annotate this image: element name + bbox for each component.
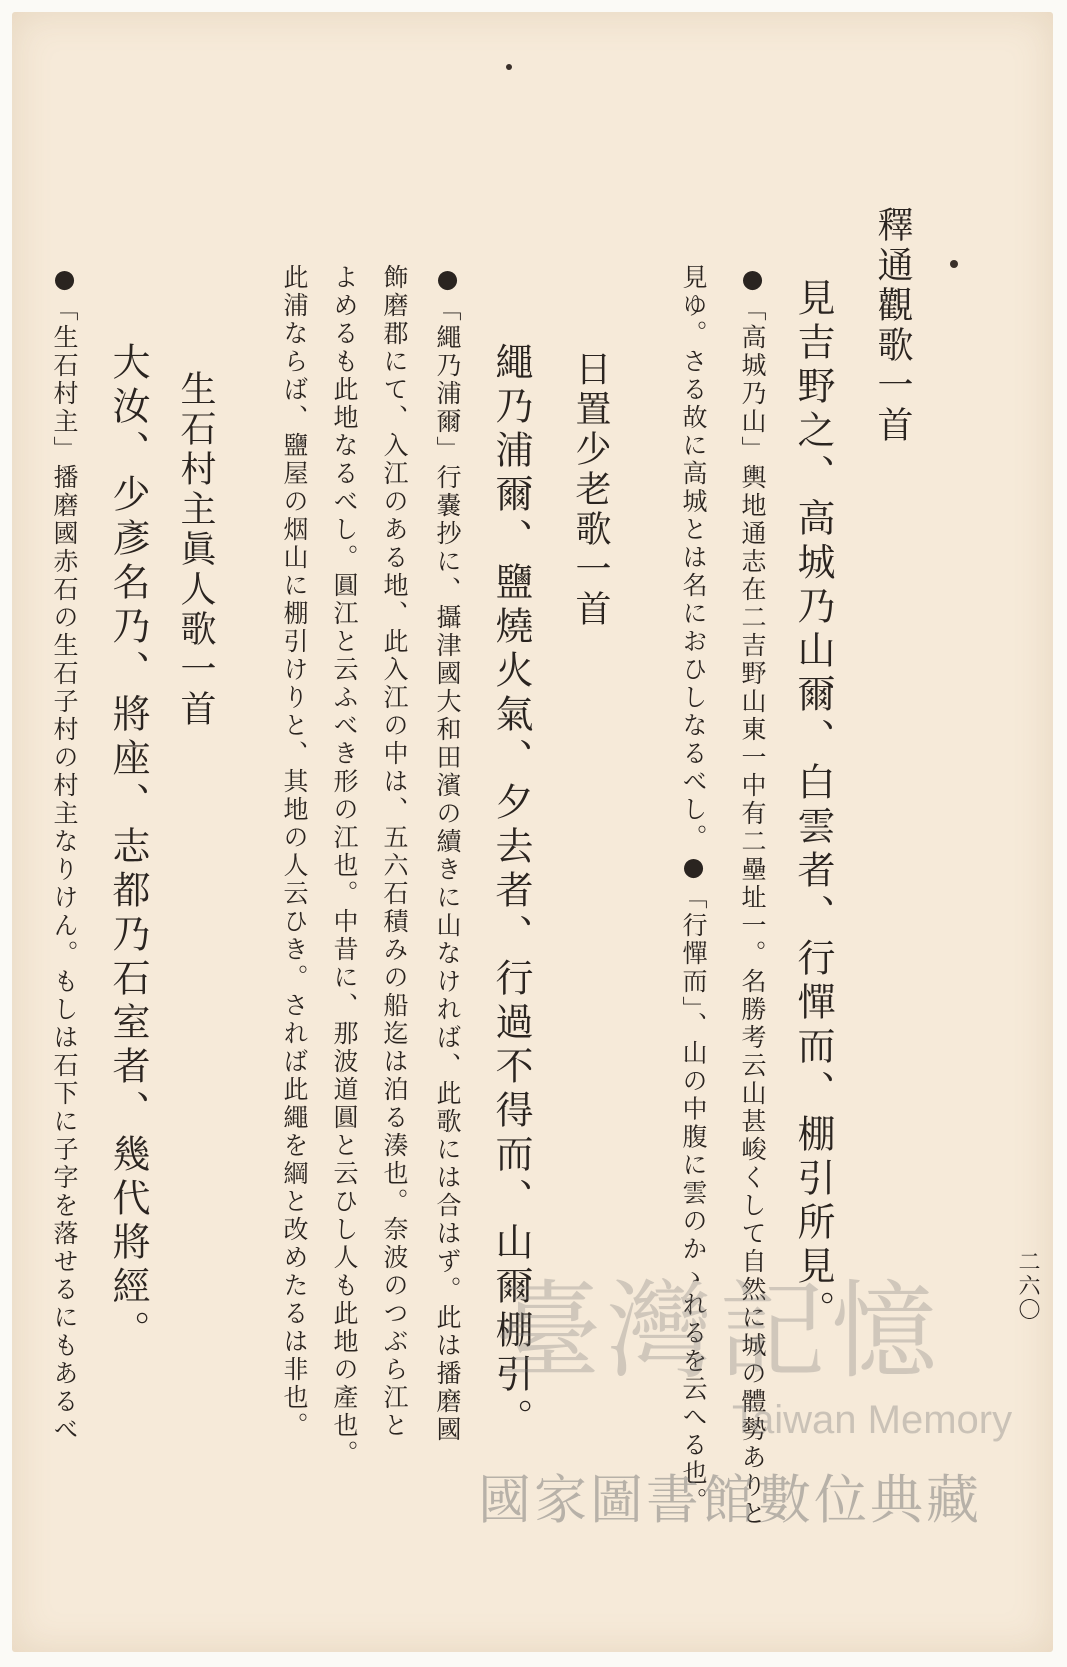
commentary-line: 此浦ならば、鹽屋の烟山に棚引けりと、其地の人云ひき。されば此繩を綱と改めたるは非也。 [280,264,309,1440]
watermark-english-text: Taiwan Memory [732,1398,1013,1442]
poem-title-hioki: 日置少老歌一首 [570,350,611,630]
watermark-logo-text: 臺灣記憶 [495,1270,943,1393]
poem-verse-nanoura: 繩乃浦爾、鹽燒火氣、夕去者、行過不得而、山爾棚引。 [489,342,533,1442]
commentary-line: よめるも此地なるべし。圓江と云ふべき形の江也。中昔に、那波道圓と云ひし人も此地の產也。 [330,264,359,1468]
commentary-line: ●「高城乃山」輿地通志在二吉野山東一中有二壘址一。名勝考云山甚峻くして自然に城の體勢ありと [738,264,767,1528]
ink-speck [506,64,512,70]
poem-title-shaku-tsukan: 釋通觀歌一首 [872,206,913,446]
poem-verse-ohonamuchi: 大汝、少彥名乃、將座、志都乃石室者、幾代將經。 [106,342,150,1354]
ink-speck [950,260,958,268]
page-number: 二六〇 [1015,1250,1040,1322]
watermark-organization: 國家圖書館數位典藏 [478,1470,982,1531]
poem-verse-yoshino: 見吉野之、高城乃山爾、白雲者、行憚而、棚引所見。 [791,278,835,1334]
commentary-line: ●「繩乃浦爾」行嚢抄に、攝津國大和田濱の續きに山なければ、此歌には合はず。此は播磨國 [433,264,462,1444]
commentary-line: ●「生石村主」播磨國赤石の生石子村の村主なりけん。もしは石下に子字を落せるにもあるべ [50,264,79,1444]
poem-title-oshi: 生石村主眞人歌一首 [175,370,216,730]
commentary-line: 見ゆ。さる故に高城とは名におひしなるべし。●「行憚而」、山の中腹に雲のかゝれるを云へる也。 [679,264,708,1516]
commentary-line: 飾磨郡にて、入江のある地、此入江の中は、五六石積みの船迄は泊る湊也。奈波のつぶら江と [380,264,409,1440]
